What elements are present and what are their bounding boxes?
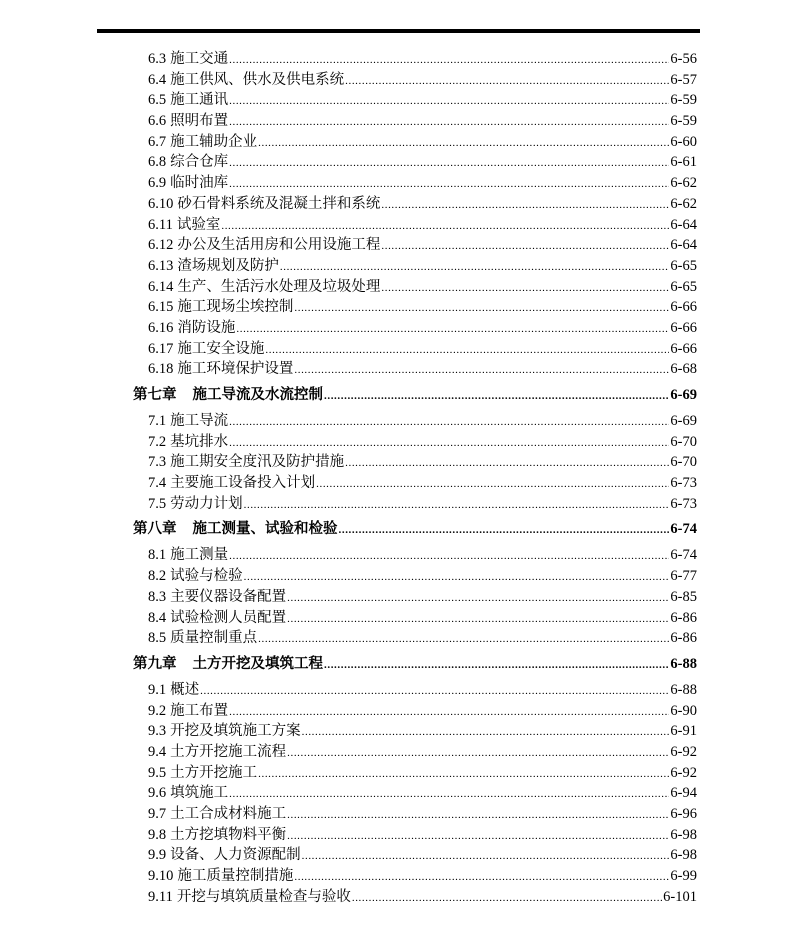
entry-number: 9.8 <box>148 826 167 843</box>
toc-entry[interactable] <box>0 587 697 608</box>
entry-number: 6.15 <box>148 299 174 316</box>
entry-number: 6.16 <box>148 319 174 336</box>
entry-page: 6-73 <box>670 475 697 492</box>
toc-entry[interactable] <box>0 742 697 763</box>
entry-title: 劳动力计划 <box>170 495 243 512</box>
entry-title: 照明布置 <box>170 113 229 130</box>
leader-dots <box>265 340 669 361</box>
entry-number: 6.13 <box>148 257 174 274</box>
chapter-number: 第八章 <box>133 521 177 538</box>
leader-dots <box>244 495 670 516</box>
entry-title: 土方开挖施工 <box>170 764 258 781</box>
entry-number: 9.10 <box>148 868 174 885</box>
toc-entry[interactable] <box>0 721 697 742</box>
leader-dots <box>324 381 669 412</box>
entry-title: 质量控制重点 <box>170 630 258 647</box>
entry-number: 9.4 <box>148 743 167 760</box>
entry-title: 临时油库 <box>170 175 229 192</box>
chapter-page: 6-74 <box>670 521 697 538</box>
chapter-page: 6-69 <box>670 387 697 403</box>
entry-number: 6.5 <box>148 92 167 109</box>
entry-page: 6-70 <box>670 454 697 471</box>
leader-dots <box>345 71 669 92</box>
leader-dots <box>316 474 669 495</box>
entry-title: 土方挖填物料平衡 <box>170 826 287 843</box>
leader-dots <box>229 433 669 454</box>
entry-number: 6.9 <box>148 175 167 192</box>
leader-dots <box>229 153 669 174</box>
entry-title: 施工测量 <box>170 547 229 564</box>
toc-entry[interactable] <box>0 70 697 91</box>
leader-dots <box>229 702 669 723</box>
toc-section-7 <box>0 411 793 514</box>
entry-title: 施工布置 <box>170 702 229 719</box>
toc-entry[interactable] <box>0 608 697 629</box>
entry-page: 6-68 <box>670 361 697 378</box>
toc-entry[interactable] <box>0 194 697 215</box>
toc-entry[interactable] <box>0 680 697 701</box>
toc-entry[interactable] <box>0 628 697 649</box>
entry-title: 施工现场尘埃控制 <box>177 299 294 316</box>
entry-page: 6-65 <box>670 257 697 274</box>
entry-page: 6-74 <box>670 547 697 564</box>
entry-title: 办公及生活用房和公用设施工程 <box>177 237 381 254</box>
leader-dots <box>352 888 662 909</box>
entry-page: 6-96 <box>670 806 697 822</box>
entry-number: 6.8 <box>148 154 167 171</box>
chapter-title: 土方开挖及填筑工程 <box>192 655 323 672</box>
toc-chapter-9[interactable] <box>0 649 697 680</box>
leader-dots <box>229 174 669 195</box>
entry-title: 施工导流 <box>170 413 229 429</box>
toc-section-6 <box>0 49 793 380</box>
leader-dots <box>229 112 669 133</box>
leader-dots <box>302 722 670 743</box>
leader-dots <box>229 784 669 805</box>
entry-page: 6-61 <box>670 154 697 171</box>
entry-number: 8.2 <box>148 568 167 585</box>
entry-title: 试验室 <box>176 216 221 233</box>
entry-page: 6-85 <box>670 588 697 605</box>
toc-entry[interactable] <box>0 277 697 298</box>
entry-number: 7.4 <box>148 475 167 492</box>
leader-dots <box>294 360 669 381</box>
toc-entry[interactable] <box>0 411 697 432</box>
entry-number: 6.11 <box>148 216 173 233</box>
entry-page: 6-94 <box>670 785 697 802</box>
entry-number: 8.3 <box>148 588 167 605</box>
entry-page: 6-56 <box>670 51 697 67</box>
toc-entry[interactable] <box>0 866 697 887</box>
toc-entry[interactable] <box>0 111 697 132</box>
toc-entry[interactable] <box>0 297 697 318</box>
entry-number: 6.18 <box>148 361 174 378</box>
chapter-page: 6-88 <box>670 655 697 672</box>
entry-title: 概述 <box>170 681 200 698</box>
entry-page: 6-92 <box>670 743 697 760</box>
entry-number: 6.6 <box>148 113 167 130</box>
chapter-title: 施工导流及水流控制 <box>192 387 323 403</box>
entry-page: 6-88 <box>670 681 697 698</box>
toc-entry[interactable] <box>0 256 697 277</box>
toc-entry[interactable] <box>0 49 697 70</box>
leader-dots <box>324 650 669 681</box>
entry-title: 施工通讯 <box>170 92 229 109</box>
entry-page: 6-90 <box>670 702 697 719</box>
entry-page: 6-91 <box>670 723 697 740</box>
leader-dots <box>258 133 669 154</box>
leader-dots <box>221 216 669 237</box>
toc-entry[interactable] <box>0 701 697 722</box>
toc-entry[interactable] <box>0 825 697 846</box>
toc-entry[interactable] <box>0 90 697 111</box>
entry-number: 9.1 <box>148 681 167 698</box>
leader-dots <box>287 609 669 630</box>
toc-entry[interactable] <box>0 215 697 236</box>
leader-dots <box>287 588 669 609</box>
entry-number: 9.2 <box>148 702 167 719</box>
entry-title: 施工交通 <box>170 51 229 67</box>
leader-dots <box>244 567 670 588</box>
entry-page: 6-66 <box>670 340 697 357</box>
entry-title: 试验检测人员配置 <box>170 609 287 626</box>
toc-section-8 <box>0 545 793 648</box>
entry-title: 土方开挖施工流程 <box>170 743 287 760</box>
toc-entry[interactable] <box>0 887 697 908</box>
entry-number: 9.9 <box>148 847 167 864</box>
entry-title: 消防设施 <box>177 319 236 336</box>
leader-dots <box>229 412 669 433</box>
entry-number: 6.4 <box>148 71 167 88</box>
leader-dots <box>229 546 669 567</box>
entry-page: 6-86 <box>670 609 697 626</box>
entry-title: 渣场规划及防护 <box>177 257 279 274</box>
entry-page: 6-66 <box>670 319 697 336</box>
chapter-title: 施工测量、试验和检验 <box>192 521 338 538</box>
leader-dots <box>200 681 669 702</box>
entry-page: 6-59 <box>670 113 697 130</box>
entry-page: 6-77 <box>670 568 697 585</box>
toc-entry[interactable] <box>0 566 697 587</box>
entry-page: 6-73 <box>670 495 697 512</box>
chapter-number: 第九章 <box>133 655 177 672</box>
entry-number: 8.4 <box>148 609 167 626</box>
toc-section-9 <box>0 680 793 908</box>
entry-page: 6-62 <box>670 175 697 192</box>
entry-title: 开挖与填筑质量检查与验收 <box>176 888 351 905</box>
toc-entry[interactable] <box>0 473 697 494</box>
leader-dots <box>302 846 670 867</box>
toc-chapter-7[interactable] <box>0 380 697 411</box>
entry-title: 综合仓库 <box>170 154 229 171</box>
entry-title: 主要仪器设备配置 <box>170 588 287 605</box>
leader-dots <box>339 515 670 546</box>
leader-dots <box>229 91 669 112</box>
toc-entry[interactable] <box>0 452 697 473</box>
entry-title: 开挖及填筑施工方案 <box>170 723 301 740</box>
leader-dots <box>287 826 669 847</box>
toc-entry[interactable] <box>0 132 697 153</box>
entry-title: 主要施工设备投入计划 <box>170 475 316 492</box>
entry-page: 6-69 <box>670 413 697 429</box>
toc-entry[interactable] <box>0 152 697 173</box>
entry-title: 施工供风、供水及供电系统 <box>170 71 345 88</box>
entry-number: 9.6 <box>148 785 167 802</box>
entry-number: 6.10 <box>148 195 174 212</box>
toc-entry[interactable] <box>0 545 697 566</box>
entry-page: 6-66 <box>670 299 697 316</box>
entry-title: 施工期安全度汛及防护措施 <box>170 454 345 471</box>
entry-number: 8.5 <box>148 630 167 647</box>
entry-page: 6-99 <box>670 868 697 885</box>
entry-page: 6-86 <box>670 630 697 647</box>
entry-page: 6-60 <box>670 133 697 150</box>
leader-dots <box>381 278 669 299</box>
entry-title: 土工合成材料施工 <box>170 806 287 822</box>
entry-number: 6.14 <box>148 278 174 295</box>
leader-dots <box>345 453 669 474</box>
header-rule <box>97 29 700 33</box>
table-of-contents <box>0 49 793 907</box>
entry-number: 6.17 <box>148 340 174 357</box>
entry-number: 6.12 <box>148 237 174 254</box>
entry-title: 施工辅助企业 <box>170 133 258 150</box>
leader-dots <box>258 629 669 650</box>
toc-entry[interactable] <box>0 494 697 515</box>
toc-entry[interactable] <box>0 339 697 360</box>
entry-number: 9.3 <box>148 723 167 740</box>
toc-entry[interactable] <box>0 763 697 784</box>
entry-page: 6-65 <box>670 278 697 295</box>
entry-page: 6-98 <box>670 847 697 864</box>
toc-entry[interactable] <box>0 432 697 453</box>
entry-number: 6.3 <box>148 51 167 67</box>
entry-title: 基坑排水 <box>170 433 229 450</box>
toc-entry[interactable] <box>0 318 697 339</box>
entry-page: 6-98 <box>670 826 697 843</box>
entry-title: 设备、人力资源配制 <box>170 847 301 864</box>
toc-entry[interactable] <box>0 804 697 825</box>
entry-page: 6-101 <box>663 888 697 905</box>
leader-dots <box>287 743 669 764</box>
entry-title: 施工质量控制措施 <box>177 868 294 885</box>
chapter-number: 第七章 <box>133 387 177 403</box>
toc-chapter-8[interactable] <box>0 514 697 545</box>
leader-dots <box>287 805 669 826</box>
entry-title: 施工环境保护设置 <box>177 361 294 378</box>
entry-title: 生产、生活污水处理及垃圾处理 <box>177 278 381 295</box>
entry-page: 6-70 <box>670 433 697 450</box>
leader-dots <box>236 319 669 340</box>
entry-number: 7.5 <box>148 495 167 512</box>
entry-page: 6-59 <box>670 92 697 109</box>
toc-entry[interactable] <box>0 845 697 866</box>
toc-entry[interactable] <box>0 359 697 380</box>
entry-title: 砂石骨料系统及混凝土拌和系统 <box>177 195 381 212</box>
entry-page: 6-62 <box>670 195 697 212</box>
entry-title: 填筑施工 <box>170 785 229 802</box>
entry-title: 施工安全设施 <box>177 340 265 357</box>
entry-number: 7.1 <box>148 413 167 429</box>
leader-dots <box>294 298 669 319</box>
entry-page: 6-92 <box>670 764 697 781</box>
entry-page: 6-64 <box>670 237 697 254</box>
leader-dots <box>381 236 669 257</box>
entry-number: 9.7 <box>148 806 167 822</box>
entry-number: 8.1 <box>148 547 167 564</box>
entry-number: 9.5 <box>148 764 167 781</box>
leader-dots <box>258 764 669 785</box>
leader-dots <box>381 195 669 216</box>
toc-entry[interactable] <box>0 173 697 194</box>
entry-number: 7.2 <box>148 433 167 450</box>
entry-number: 9.11 <box>148 888 173 905</box>
entry-page: 6-64 <box>670 216 697 233</box>
leader-dots <box>280 257 670 278</box>
entry-page: 6-57 <box>670 71 697 88</box>
toc-entry[interactable] <box>0 783 697 804</box>
leader-dots <box>294 867 669 888</box>
entry-number: 7.3 <box>148 454 167 471</box>
entry-title: 试验与检验 <box>170 568 243 585</box>
entry-number: 6.7 <box>148 133 167 150</box>
leader-dots <box>229 50 669 71</box>
toc-entry[interactable] <box>0 235 697 256</box>
